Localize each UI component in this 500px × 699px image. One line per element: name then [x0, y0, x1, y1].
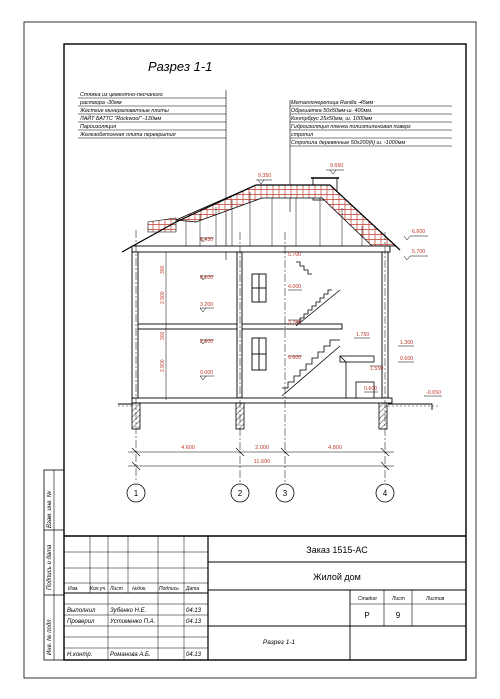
name-ncontrol: Романова А.Б. — [110, 652, 151, 658]
date-ncontrol: 04.13 — [186, 652, 202, 658]
elev-second-b: 2.900 — [200, 339, 214, 345]
left-notes — [78, 90, 226, 260]
right-note-0: Металлочерепица Ranilla -45мм — [291, 100, 374, 106]
side-label-signature: Подпись и дата — [47, 544, 53, 590]
axis-label-1: 1 — [133, 489, 139, 498]
order-number: Заказ 1515-АС — [306, 545, 368, 555]
elev-eave-right2: 5.700 — [412, 249, 426, 255]
dim-seg1: 4.600 — [181, 445, 195, 451]
elev-chimney: 9.650 — [330, 163, 344, 169]
elev-stair-a: 5.700 — [288, 252, 302, 258]
dim-total: 11.600 — [253, 459, 271, 465]
role-ncontrol: Н.контр. — [67, 652, 93, 658]
attic-slab — [132, 246, 390, 252]
stage-label: Стадия — [358, 596, 377, 602]
height-1: 2.900 — [160, 291, 166, 304]
side-stamp — [44, 470, 64, 660]
elev-attic: 6.430 — [200, 237, 214, 243]
head-sign: Подпись — [159, 586, 179, 592]
right-note-1: Обрешетка 50х50мм-ш. 400мм. — [291, 108, 373, 114]
elev-stair-d: 1.750 — [356, 332, 370, 338]
axis-markers — [127, 484, 394, 502]
sheet-label: Лист — [392, 596, 405, 602]
right-note-2: Контрбрус 25х50мм, ш. 1000мм — [291, 116, 373, 122]
height-0: 300 — [160, 265, 166, 274]
left-note-2: Жесткие минераловатные плиты — [80, 108, 169, 114]
elev-second: 3.200 — [200, 302, 214, 308]
role-executed: Выполнил — [67, 608, 96, 614]
foundations — [132, 403, 387, 429]
elev-stair-b: 4.000 — [288, 284, 302, 290]
head-kol: Кол.уч. — [90, 586, 107, 592]
right-note-3: Гидроизоляция пленка полиэтиленовая поверх — [291, 124, 411, 130]
left-note-0: Стяжка из цементно-песчаного — [80, 92, 163, 98]
name-checked: Устименко П.А. — [110, 619, 156, 625]
head-date: Дата — [186, 586, 200, 592]
left-note-3: ЛАЙТ БАТТС "Rockwool" -130мм — [80, 116, 162, 122]
role-checked: Проверил — [67, 619, 95, 625]
left-note-4: Пароизоляция — [80, 124, 117, 130]
windows — [252, 274, 266, 370]
staircase — [282, 262, 374, 398]
elev-stair-f: 0.600 — [288, 355, 302, 361]
elev-stair-c: 3.200 — [288, 320, 302, 326]
elev-porch: 0.600 — [364, 386, 378, 392]
head-izm: Изм. — [68, 586, 79, 592]
head-list: Лист — [110, 586, 123, 592]
stage-value: Р — [364, 611, 370, 620]
elev-ridge: 9.350 — [258, 173, 272, 179]
elev-third: 6.100 — [200, 275, 214, 281]
height-2: 300 — [160, 331, 166, 340]
right-note-4: стропил — [291, 132, 314, 138]
elev-zero: 0.000 — [200, 370, 214, 376]
side-label-inventory: Инв. № подл. — [47, 617, 53, 655]
elev-eave-right: 6.600 — [412, 229, 426, 235]
height-3: 2.900 — [160, 359, 166, 372]
date-executed: 04.13 — [186, 608, 202, 614]
name-executed: Зубенко Н.Е. — [110, 608, 147, 614]
elev-ground: -0.650 — [426, 390, 442, 396]
ground-floor-slab — [132, 398, 392, 403]
right-note-5: Стропила деревянные 50х200(h) ш. -1000мм — [291, 140, 406, 146]
left-wall — [132, 252, 138, 398]
axis2-wall — [237, 252, 242, 398]
elev-right-b: 0.600 — [400, 356, 414, 362]
dim-seg2: 2.000 — [255, 445, 269, 451]
sheet-value: 9 — [395, 611, 401, 620]
left-note-5: Железобетонная плита перекрытия — [80, 132, 176, 138]
side-label-replace: Взам. инв. № — [47, 490, 53, 528]
left-note-1: раствора -30мм — [80, 100, 122, 106]
sheets-label: Листов — [426, 596, 445, 602]
object-name: Жилой дом — [313, 572, 361, 582]
section-title: Разрез 1-1 — [148, 59, 213, 74]
date-checked: 04.13 — [186, 619, 202, 625]
dim-seg3: 4.800 — [328, 445, 342, 451]
head-ndoc: №док. — [132, 586, 147, 592]
axis-label-3: 3 — [282, 489, 288, 498]
building-section — [118, 178, 440, 429]
axis-label-2: 2 — [237, 489, 243, 498]
axis-label-4: 4 — [382, 489, 388, 498]
sheet-title: Разрез 1-1 — [262, 639, 296, 646]
elev-stair-e: 1.550 — [370, 366, 384, 372]
elev-right-a: 1.300 — [400, 340, 414, 346]
